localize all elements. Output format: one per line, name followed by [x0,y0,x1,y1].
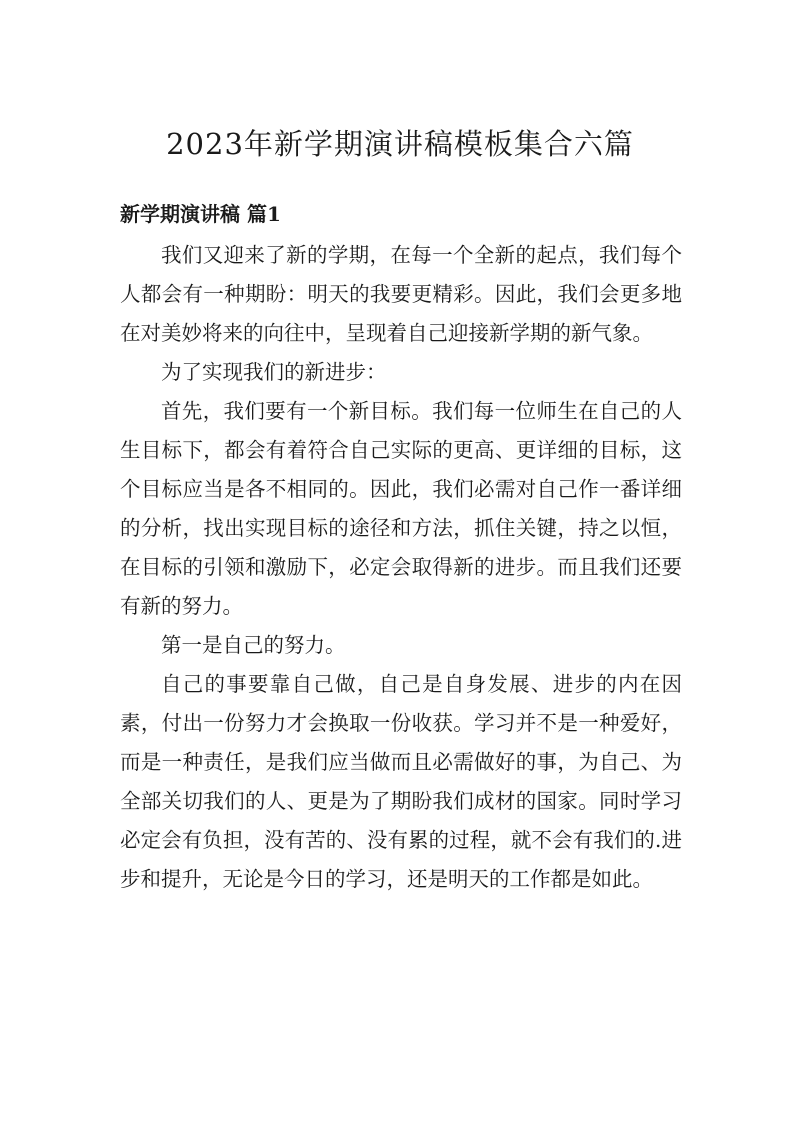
document-body [120,236,682,899]
paragraph: 首先，我们要有一个新目标。我们每一位师生在自己的人生目标下，都会有着符合自己实际的更高、更详细的目标，这个目标应当是各不相同的。因此，我们必需对自己作一番详细的分析，找出实现目标的途径和方法，抓住关键，持之以恒，在目标的引领和激励下，必定会取得新的进步。而且我们还要有新的努力。 [120,399,682,618]
paragraph: 为了实现我们的新进步： [161,360,387,384]
paragraph: 自己的事要靠自己做，自己是自身发展、进步的内在因素，付出一份努力才会换取一份收获。学习并不是一种爱好，而是一种责任，是我们应当做而且必需做好的事，为自己、为全部关切我们的人、更是为了期盼我们成材的国家。同时学习必定会有负担，没有苦的、没有累的过程，就不会有我们的.进步和提升，无论是今日的学习，还是明天的工作都是如此。 [120,672,682,891]
section-heading: 新学期演讲稿 篇1 [120,202,281,226]
paragraph: 我们又迎来了新的学期，在每一个全新的起点，我们每个人都会有一种期盼：明天的我要更精彩。因此，我们会更多地在对美妙将来的向往中，呈现着自己迎接新学期的新气象。 [120,243,682,345]
document-title: 2023年新学期演讲稿模板集合六篇 [166,127,634,161]
paragraph: 第一是自己的努力。 [161,633,346,657]
